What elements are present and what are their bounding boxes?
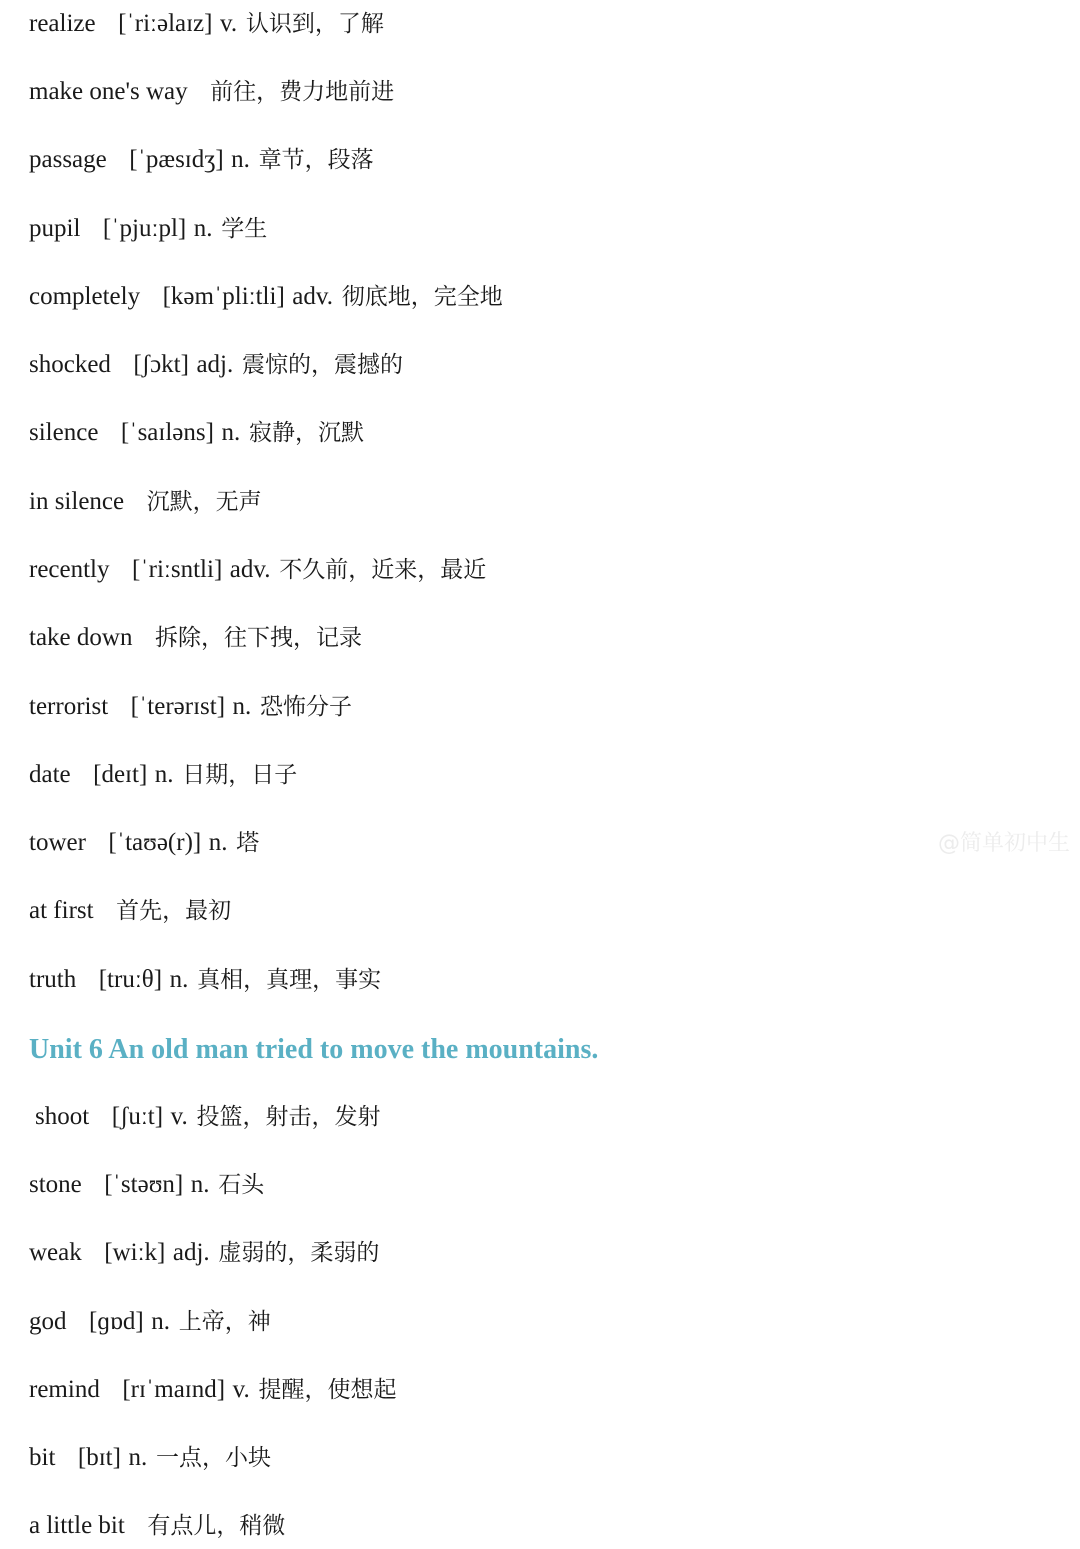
vocab-phonetic: [ˈpjuːpl]: [102, 215, 187, 242]
vocab-phonetic: [ˈriːsntli]: [132, 556, 223, 583]
vocab-meaning: 首先，最初: [116, 898, 232, 924]
vocab-meaning: 前往，费力地前进: [210, 79, 395, 105]
vocab-word: remind: [29, 1376, 100, 1403]
vocab-word: completely: [29, 283, 141, 310]
vocab-part-of-speech: n.: [151, 1308, 170, 1335]
vocab-phonetic: [rɪˈmaɪnd]: [122, 1376, 226, 1403]
vocab-phonetic: [wiːk]: [104, 1239, 166, 1266]
vocab-part-of-speech: n.: [231, 146, 250, 173]
vocab-phonetic: [ʃɔkt]: [133, 351, 189, 378]
vocab-entry-passage: [29, 140, 374, 180]
vocab-part-of-speech: adj.: [172, 1239, 210, 1266]
vocab-entry-bit: [29, 1438, 271, 1478]
vocab-entry-completely: [29, 277, 503, 317]
vocab-part-of-speech: n.: [128, 1444, 148, 1471]
vocab-part-of-speech: n.: [190, 1171, 210, 1198]
vocab-word: date: [29, 761, 71, 788]
vocab-meaning: 寂静，沉默: [248, 420, 364, 446]
vocab-entry-silence: [29, 413, 364, 453]
vocab-meaning: 投篮，射击，发射: [196, 1104, 381, 1130]
vocab-part-of-speech: n.: [169, 966, 189, 993]
unit-heading: Unit 6 An old man tried to move the mountains.: [29, 1034, 599, 1065]
vocab-entry-recently: [29, 550, 486, 590]
vocab-part-of-speech: n.: [208, 829, 228, 856]
vocab-word: shocked: [29, 351, 111, 378]
vocab-part-of-speech: v.: [170, 1103, 188, 1130]
vocab-meaning: 沉默，无声: [146, 489, 262, 515]
vocab-word: a little bit: [29, 1512, 125, 1539]
vocab-part-of-speech: n.: [154, 761, 174, 788]
vocab-meaning: 真相，真理，事实: [197, 967, 382, 993]
vocab-meaning: 一点，小块: [155, 1445, 271, 1471]
vocab-entry-truth: [29, 960, 381, 1000]
vocab-word: terrorist: [29, 693, 109, 720]
vocab-meaning: 彻底地，完全地: [341, 284, 503, 310]
vocab-meaning: 认识到，了解: [245, 11, 384, 37]
vocab-meaning: 日期，日子: [182, 762, 298, 788]
vocab-meaning: 学生: [221, 216, 268, 242]
vocab-word: god: [29, 1308, 67, 1335]
vocab-entry-take-down: [29, 618, 362, 658]
vocab-meaning: 震惊的，震撼的: [242, 352, 403, 378]
vocab-part-of-speech: adv.: [292, 283, 334, 310]
vocab-phonetic: [ˈterərɪst]: [130, 693, 226, 720]
vocab-phonetic: [truːθ]: [98, 966, 163, 993]
vocab-entry-a-little-bit: [29, 1506, 285, 1546]
vocab-entry-at-first: [29, 891, 231, 931]
vocab-phonetic: [ˈstəʊn]: [104, 1171, 184, 1198]
vocab-word: truth: [29, 966, 77, 993]
vocab-word: make one's way: [29, 78, 188, 105]
vocab-entry-in-silence: [29, 482, 262, 522]
vocab-entry-shocked: [29, 345, 403, 385]
vocab-phonetic: [kəmˈpliːtli]: [162, 283, 285, 310]
vocab-phonetic: [ʃuːt]: [111, 1103, 164, 1130]
vocab-part-of-speech: v.: [232, 1376, 250, 1403]
vocab-part-of-speech: adv.: [229, 556, 271, 583]
vocab-phonetic: [ˈpæsɪdʒ]: [129, 146, 224, 173]
vocab-word: shoot: [35, 1103, 90, 1130]
vocab-entry-pupil: [29, 209, 267, 249]
vocab-meaning: 上帝，神: [178, 1309, 271, 1335]
vocab-entry-make-ones-way: [29, 72, 394, 112]
vocab-phonetic: [ˈriːəlaɪz]: [118, 10, 213, 37]
vocab-meaning: 恐怖分子: [260, 694, 353, 720]
vocab-phonetic: [bɪt]: [77, 1444, 121, 1471]
vocab-part-of-speech: v.: [219, 10, 238, 37]
vocab-word: in silence: [29, 488, 125, 515]
vocab-word: passage: [29, 146, 107, 173]
vocab-word: tower: [29, 829, 86, 856]
vocab-entry-terrorist: [29, 687, 352, 727]
vocab-meaning: 塔: [236, 830, 260, 856]
vocab-part-of-speech: adj.: [196, 351, 234, 378]
vocab-part-of-speech: n.: [232, 693, 252, 720]
vocab-meaning: 提醒，使想起: [258, 1377, 397, 1403]
vocab-meaning: 不久前，近来，最近: [279, 557, 487, 583]
vocab-meaning: 章节，段落: [258, 147, 374, 173]
vocab-phonetic: [ˈtaʊə(r)]: [108, 829, 202, 856]
vocab-meaning: 石头: [218, 1172, 265, 1198]
vocab-phonetic: [ˈsaɪləns]: [120, 419, 214, 446]
vocab-entry-remind: [29, 1370, 396, 1410]
vocab-meaning: 拆除，往下拽，记录: [154, 625, 362, 651]
vocab-word: bit: [29, 1444, 56, 1471]
vocab-word: weak: [29, 1239, 82, 1266]
watermark-text: @简单初中生: [937, 831, 1070, 856]
vocab-meaning: 虚弱的，柔弱的: [218, 1240, 380, 1266]
vocab-entry-date: [29, 755, 297, 795]
vocab-word: stone: [29, 1171, 82, 1198]
vocab-word: silence: [29, 419, 99, 446]
vocab-phonetic: [ɡɒd]: [89, 1308, 144, 1335]
vocab-word: take down: [29, 624, 133, 651]
vocab-word: realize: [29, 10, 96, 37]
vocab-entry-tower: [29, 823, 259, 863]
vocab-entry-weak: [29, 1233, 379, 1273]
vocab-part-of-speech: n.: [193, 215, 213, 242]
vocab-word: recently: [29, 556, 110, 583]
vocab-word: pupil: [29, 215, 81, 242]
vocab-phonetic: [deɪt]: [93, 761, 148, 788]
vocab-part-of-speech: n.: [221, 419, 241, 446]
vocab-entry-shoot: [35, 1097, 380, 1137]
vocab-word: at first: [29, 897, 94, 924]
vocab-entry-realize: [29, 4, 384, 44]
vocab-entry-stone: [29, 1165, 264, 1205]
vocab-entry-god: [29, 1302, 271, 1342]
vocab-meaning: 有点儿，稍微: [147, 1513, 286, 1539]
